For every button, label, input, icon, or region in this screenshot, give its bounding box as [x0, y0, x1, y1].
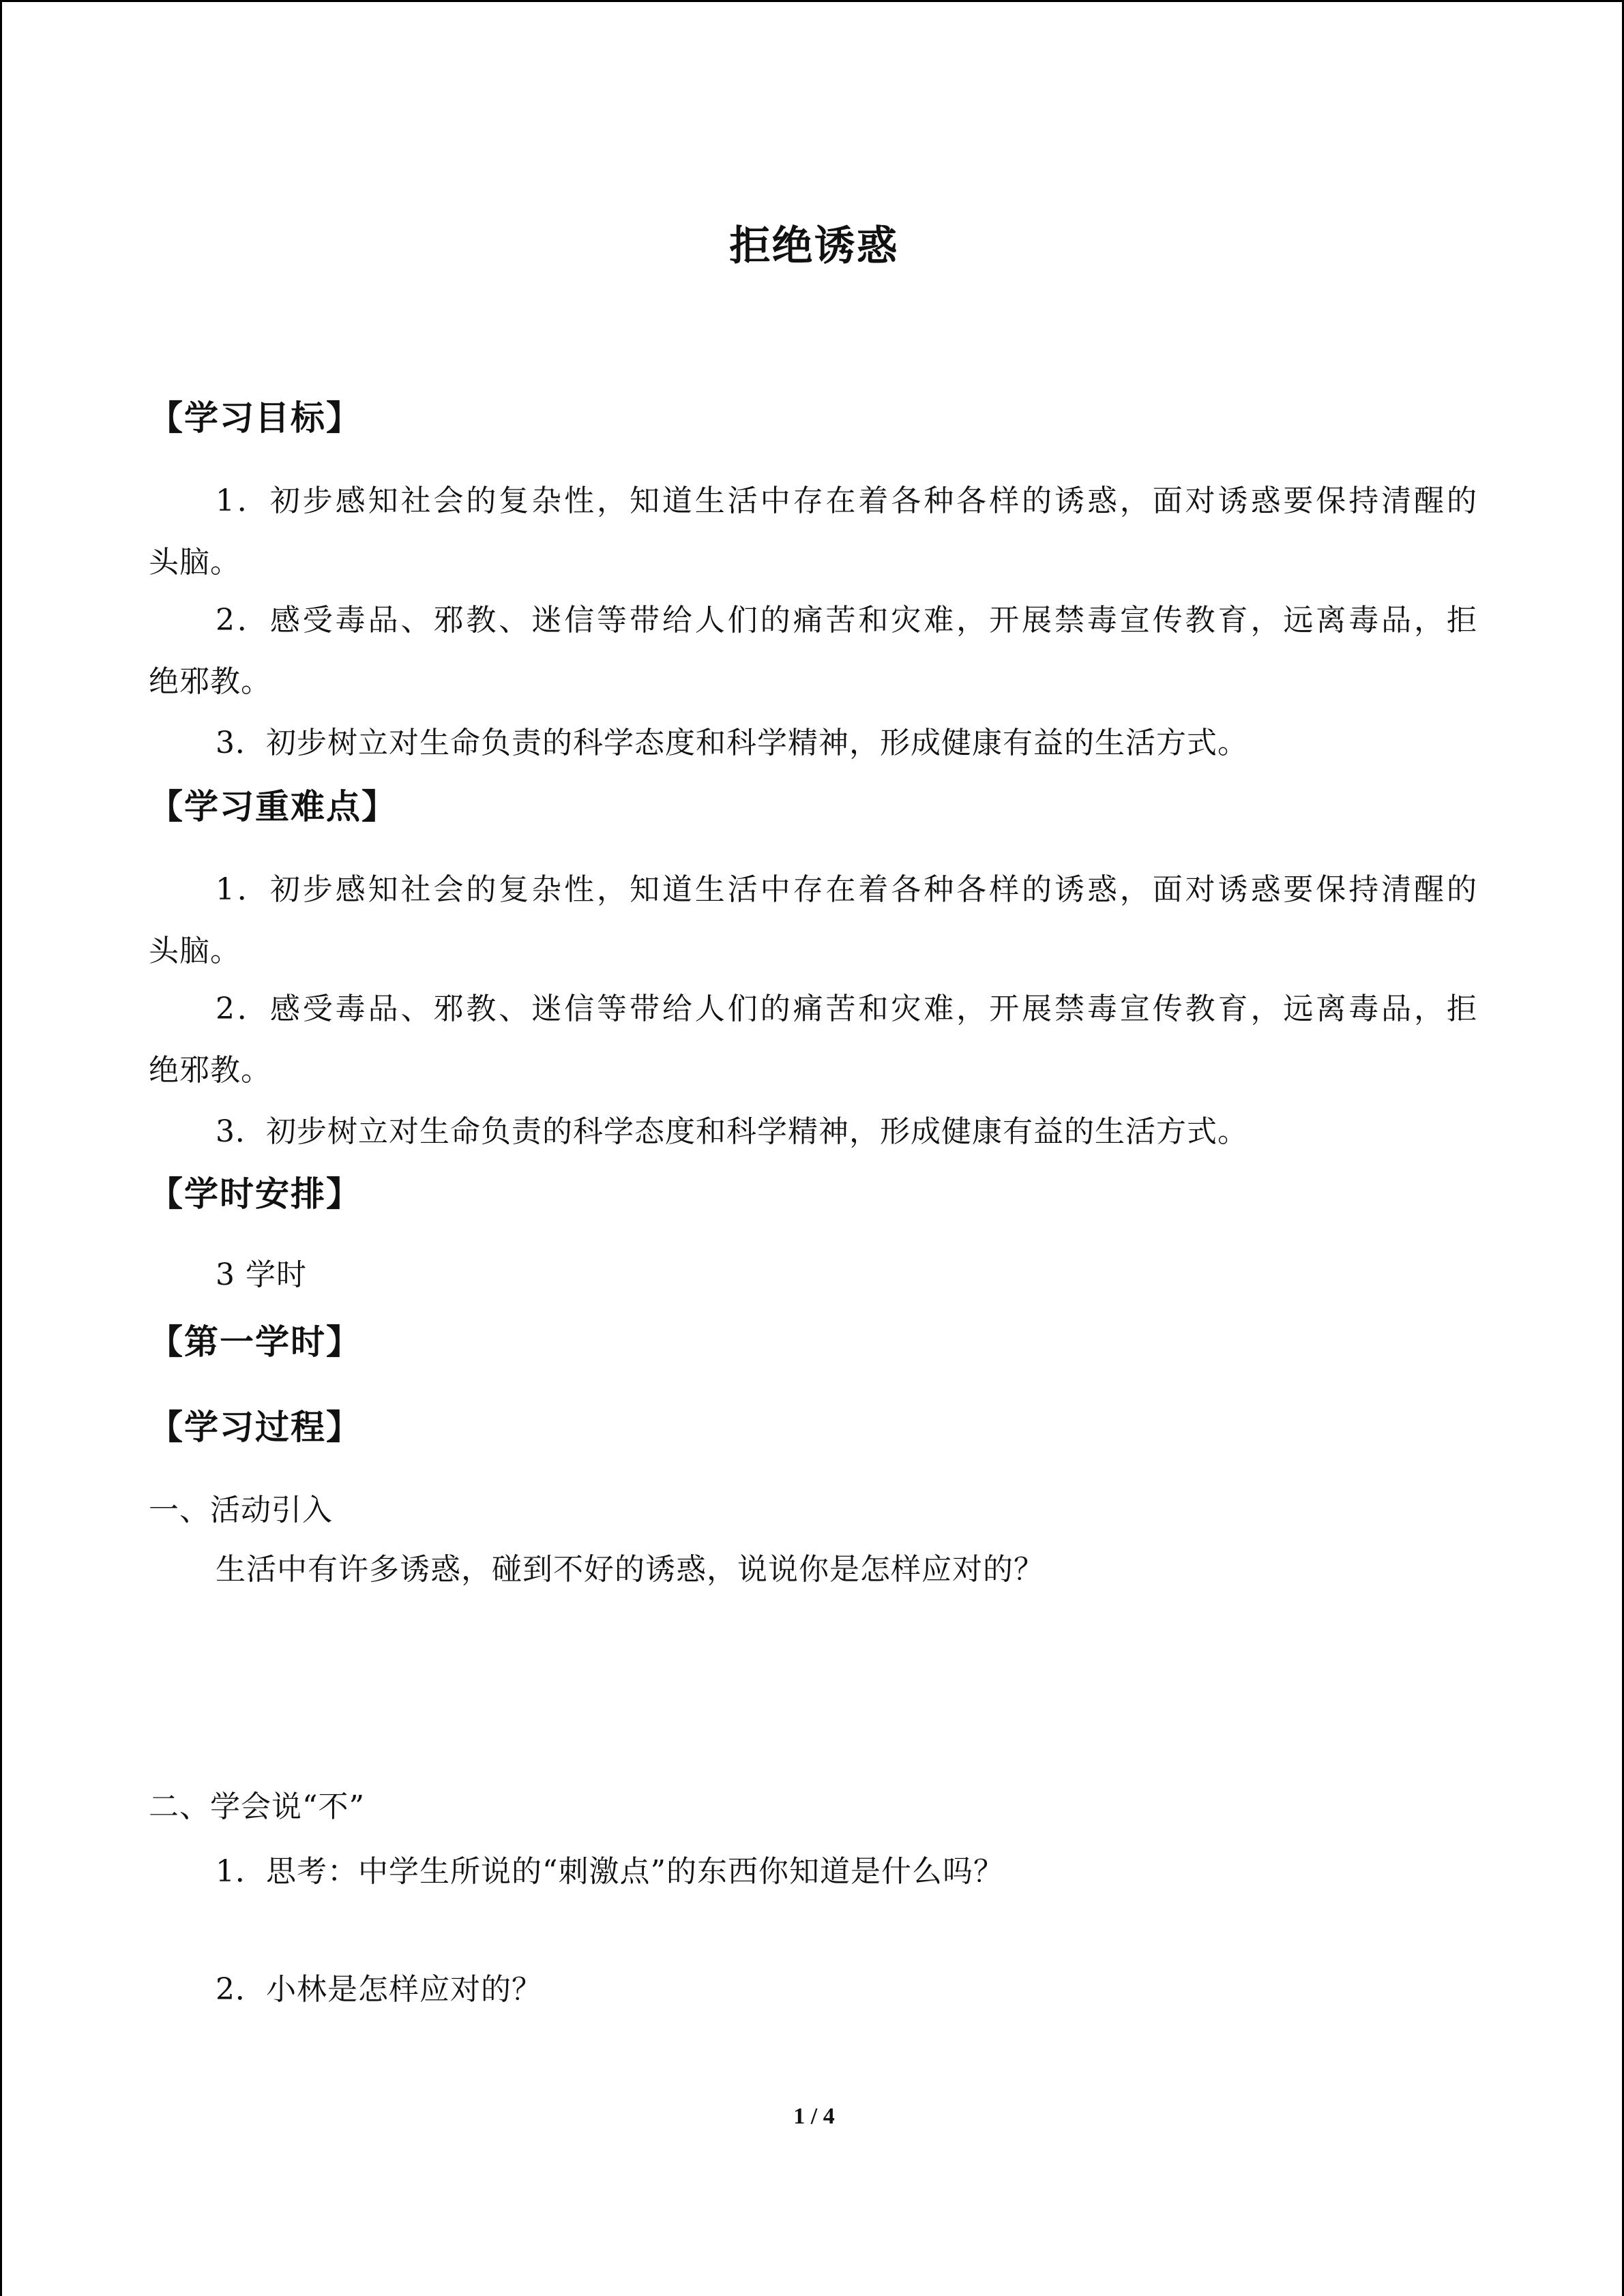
section-heading-process: 【学习过程】 — [149, 1407, 361, 1447]
section-heading-first-period: 【第一学时】 — [149, 1322, 361, 1362]
process-part1-title: 一、活动引入 — [149, 1493, 333, 1527]
objective-item-2-line2: 绝邪教。 — [149, 664, 271, 699]
section-heading-key-points: 【学习重难点】 — [149, 787, 397, 826]
process-part2-question-2: 2．小林是怎样应对的？ — [216, 1972, 542, 2007]
process-part2-title: 二、学会说“不” — [149, 1789, 365, 1824]
key-point-item-2-line2: 绝邪教。 — [149, 1053, 271, 1088]
section-heading-objectives: 【学习目标】 — [149, 398, 361, 438]
process-part2-question-1: 1．思考：中学生所说的“刺激点”的东西你知道是什么吗？ — [216, 1854, 1004, 1889]
objective-item-1-line1: 1．初步感知社会的复杂性，知道生活中存在着各种各样的诱惑，面对诱惑要保持清醒的 — [216, 483, 1477, 518]
process-part1-text: 生活中有许多诱惑，碰到不好的诱惑，说说你是怎样应对的？ — [216, 1552, 1044, 1587]
page-number: 1 / 4 — [793, 2104, 835, 2129]
key-point-item-2-line1: 2．感受毒品、邪教、迷信等带给人们的痛苦和灾难，开展禁毒宣传教育，远离毒品，拒 — [216, 992, 1477, 1026]
key-point-item-1-line1: 1．初步感知社会的复杂性，知道生活中存在着各种各样的诱惑，面对诱惑要保持清醒的 — [216, 872, 1477, 907]
objective-item-1-line2: 头脑。 — [149, 545, 241, 580]
key-point-item-1-line2: 头脑。 — [149, 934, 241, 968]
schedule-text: 3 学时 — [216, 1257, 307, 1292]
section-heading-schedule: 【学时安排】 — [149, 1174, 361, 1214]
objective-item-3: 3．初步树立对生命负责的科学态度和科学精神，形成健康有益的生活方式。 — [216, 726, 1248, 760]
document-title: 拒绝诱惑 — [729, 222, 899, 270]
key-point-item-3: 3．初步树立对生命负责的科学态度和科学精神，形成健康有益的生活方式。 — [216, 1114, 1248, 1149]
objective-item-2-line1: 2．感受毒品、邪教、迷信等带给人们的痛苦和灾难，开展禁毒宣传教育，远离毒品，拒 — [216, 603, 1477, 638]
